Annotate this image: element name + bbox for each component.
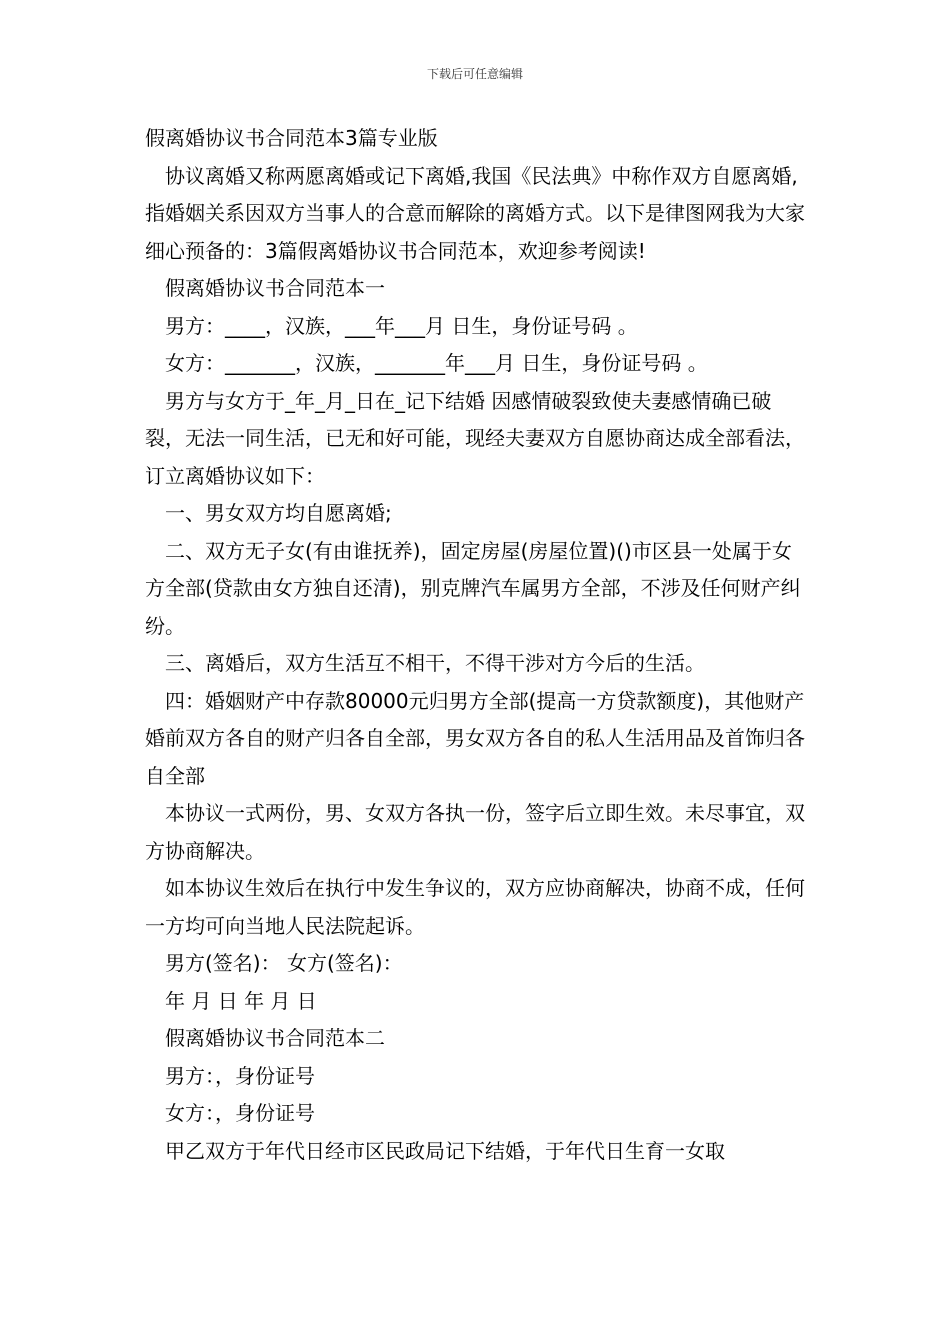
copies-paragraph: 本协议一式两份，男、女双方各执一份，签字后立即生效。未尽事宜，双方协商解决。: [145, 801, 805, 863]
clause-three: 三、离婚后，双方生活互不相干，不得干涉对方今后的生活。: [165, 651, 705, 675]
section-heading-two: 假离婚协议书合同范本二: [165, 1026, 385, 1050]
dispute-paragraph: 如本协议生效后在执行中发生争议的，双方应协商解决，协商不成，任何一方均可向当地人民法院起诉。: [145, 876, 805, 938]
party-male-line-two: 男方：，身份证号: [165, 1063, 315, 1088]
clause-one: 一、男女双方均自愿离婚;: [165, 501, 392, 525]
marriage-statement-paragraph-two: 甲乙双方于年代日经市区民政局记下结婚，于年代日生育一女取: [165, 1138, 725, 1163]
party-female-line-two: 女方：，身份证号: [165, 1101, 315, 1125]
document-body: [145, 120, 810, 1170]
document-title: 假离婚协议书合同范本3篇专业版: [145, 126, 438, 150]
page-header: 下载后可任意编辑: [426, 67, 523, 81]
date-line: 年 月 日 年 月 日: [165, 988, 317, 1013]
signature-line: 男方(签名)： 女方(签名)：: [165, 951, 403, 975]
clause-two: 二、双方无子女(有由谁抚养)，固定房屋(房屋位置)()市区县一处属于女方全部(贷款由女方独自还清)，别克牌汽车属男方全部，不涉及任何财产纠纷。: [145, 538, 801, 638]
section-heading-one: 假离婚协议书合同范本一: [165, 276, 385, 300]
marriage-statement-paragraph: 男方与女方于_年_月_日在_记下结婚 因感情破裂致使夫妻感情确已破裂，无法一同生活，已无和好可能，现经夫妻双方自愿协商达成全部看法，订立离婚协议如下：: [145, 388, 805, 488]
party-female-line: 女方：_______，汉族，_______年___月 日生，身份证号码 。: [165, 351, 708, 375]
intro-paragraph: 协议离婚又称两愿离婚或记下离婚,我国《民法典》中称作双方自愿离婚,指婚姻关系因双方当事人的合意而解除的离婚方式。以下是律图网我为大家细心预备的：3篇假离婚协议书合同范本，欢迎参考阅读!: [145, 163, 805, 263]
party-male-line: 男方：____，汉族，___年___月 日生，身份证号码 。: [165, 313, 638, 338]
clause-four: 四：婚姻财产中存款80000元归男方全部(提高一方贷款额度)，其他财产婚前双方各自的财产归各自全部，男女双方各自的私人生活用品及首饰归各自全部: [145, 688, 805, 788]
